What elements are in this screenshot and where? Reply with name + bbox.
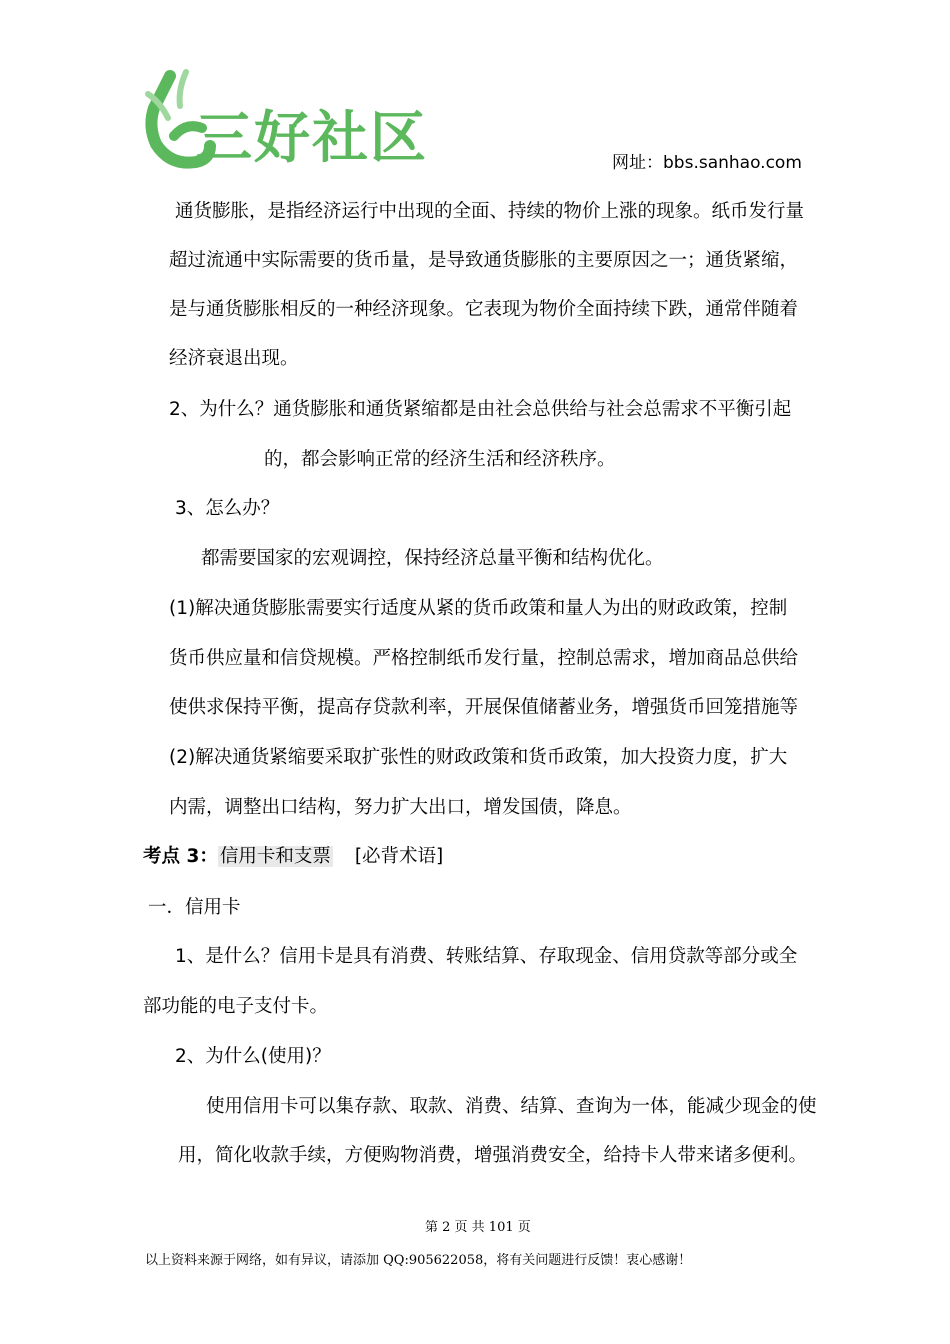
body-line: 经济衰退出现。 [169, 348, 299, 369]
body-line: 是与通货膨胀相反的一种经济现象。它表现为物价全面持续下跌，通常伴随着 [169, 299, 799, 320]
body-line: 超过流通中实际需要的货币量，是导致通货膨胀的主要原因之一；通货紧缩， [169, 250, 799, 271]
kaodian-heading [143, 843, 443, 871]
body-line: 使用信用卡可以集存款、取款、消费、结算、查询为一体，能减少现金的使 [206, 1096, 817, 1117]
body-line: 使供求保持平衡，提高存贷款利率，开展保值储蓄业务，增强货币回笼措施等 [169, 697, 799, 718]
body-line: 货币供应量和信贷规模。严格控制纸币发行量，控制总需求，增加商品总供给 [169, 648, 799, 669]
page-info: 第 2 页 共 101 页 [425, 1220, 531, 1235]
body-line: 用，简化收款手续，方便购物消费，增强消费安全，给持卡人带来诸多便利。 [178, 1145, 808, 1166]
kaodian-tag: [必背术语] [354, 846, 444, 867]
site-address [612, 148, 802, 173]
site-url[interactable]: bbs.sanhao.com [663, 153, 802, 173]
body-line: (1)解决通货膨胀需要实行适度从紧的货币政策和量人为出的财政政策，控制 [169, 598, 788, 619]
body-line: 1、是什么？信用卡是具有消费、转账结算、存取现金、信用贷款等部分或全 [175, 946, 798, 967]
footer-note: 以上资料来源于网络，如有异议，请添加 QQ:905622058，将有关问题进行反馈！衷心感谢！ [145, 1253, 692, 1268]
body-line: (2)解决通货紧缩要采取扩张性的财政政策和货币政策，加大投资力度，扩大 [169, 747, 788, 768]
body-line: 3、怎么办？ [175, 498, 280, 519]
body-line: 2、为什么？通货膨胀和通货紧缩都是由社会总供给与社会总需求不平衡引起 [169, 399, 792, 420]
body-line: 都需要国家的宏观调控，保持经济总量平衡和结构优化。 [201, 548, 664, 569]
body-line: 2、为什么(使用)？ [175, 1046, 331, 1067]
kaodian-topic: 信用卡和支票 [219, 846, 331, 867]
body-line: 的，都会影响正常的经济生活和经济秩序。 [264, 449, 616, 470]
body-line: 内需，调整出口结构，努力扩大出口，增发国债，降息。 [169, 797, 632, 818]
site-label: 网址： [612, 153, 663, 173]
body-line: 通货膨胀，是指经济运行中出现的全面、持续的物价上涨的现象。纸币发行量 [175, 201, 805, 222]
kaodian-label: 考点 3： [143, 846, 218, 867]
section-heading: 一．信用卡 [148, 897, 241, 918]
body-line: 部功能的电子支付卡。 [143, 996, 329, 1017]
logo-text: 三好社区 [196, 106, 428, 171]
